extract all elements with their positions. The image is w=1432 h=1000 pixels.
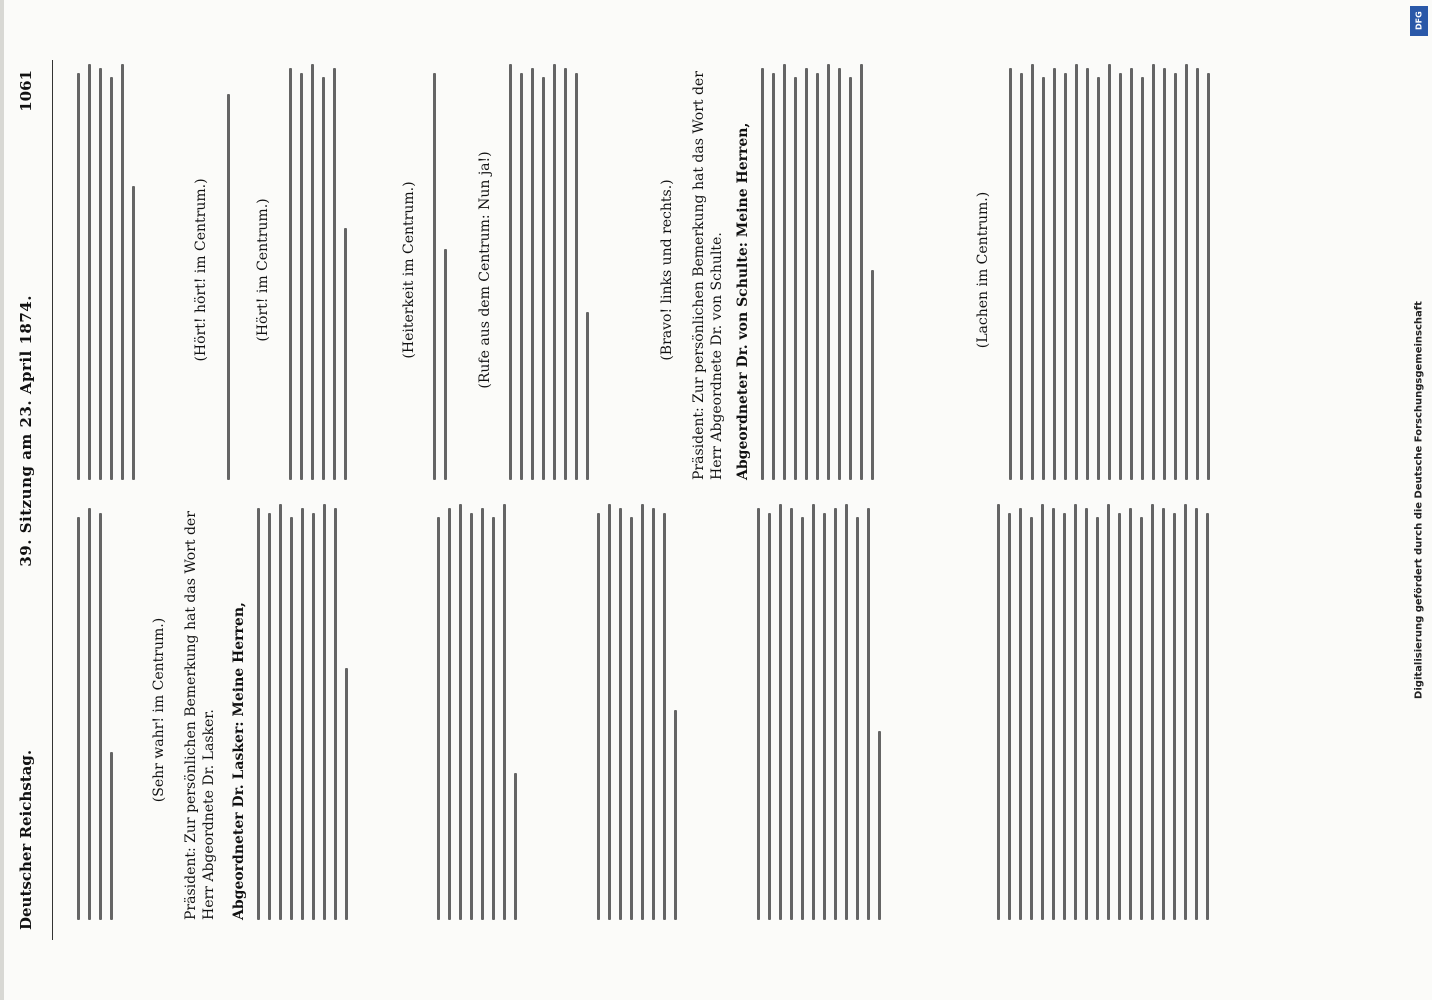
interjection: (Hört! im Centrum.) <box>255 198 271 342</box>
header-rule <box>52 60 53 940</box>
text-block <box>750 500 889 920</box>
left-column <box>70 500 1400 920</box>
speaker-line: Präsident: Zur persönlichen Bemerkung hat das Wort der Herr Abgeordnete Dr. von Schulte. <box>691 71 725 480</box>
running-header <box>12 70 40 930</box>
text-block <box>430 500 525 920</box>
header-session: 39. Sitzung am 23. April 1874. <box>17 295 35 567</box>
text-block <box>220 60 238 480</box>
speaker-line: Präsident: Zur persönlichen Bemerkung hat das Wort der Herr Abgeordnete Dr. Lasker. <box>183 511 217 920</box>
credit-text: Digitalisierung gefördert durch die Deutsche Forschungsgemeinschaft <box>1413 301 1425 699</box>
interjection: (Sehr wahr! im Centrum.) <box>151 617 167 803</box>
speaker-line: Abgeordneter Dr. Lasker: Meine Herren, <box>231 602 247 920</box>
text-block <box>426 60 455 480</box>
header-left: Deutscher Reichstag. <box>17 749 35 930</box>
interjection: (Lachen im Centrum.) <box>975 191 991 349</box>
speaker-line: Abgeordneter Dr. von Schulte: Meine Herren, <box>735 122 751 480</box>
dfg-logo: DFG <box>1410 6 1428 36</box>
page-number: 1061 <box>17 70 35 112</box>
text-block <box>250 500 356 920</box>
text-block <box>1002 60 1218 480</box>
text-block <box>70 60 143 480</box>
right-column <box>70 60 1400 480</box>
interjection: (Bravo! links und rechts.) <box>659 179 675 361</box>
interjection: (Heiterkeit im Centrum.) <box>401 181 417 359</box>
digitization-credit <box>1406 0 1432 1000</box>
interjection: (Rufe aus dem Centrum: Nun ja!) <box>477 151 493 389</box>
text-block <box>502 60 597 480</box>
interjection: (Hört! hört! im Centrum.) <box>193 178 209 362</box>
text-block <box>590 500 685 920</box>
text-block <box>70 500 121 920</box>
text-block <box>754 60 882 480</box>
text-block <box>282 60 355 480</box>
text-block <box>990 500 1217 920</box>
